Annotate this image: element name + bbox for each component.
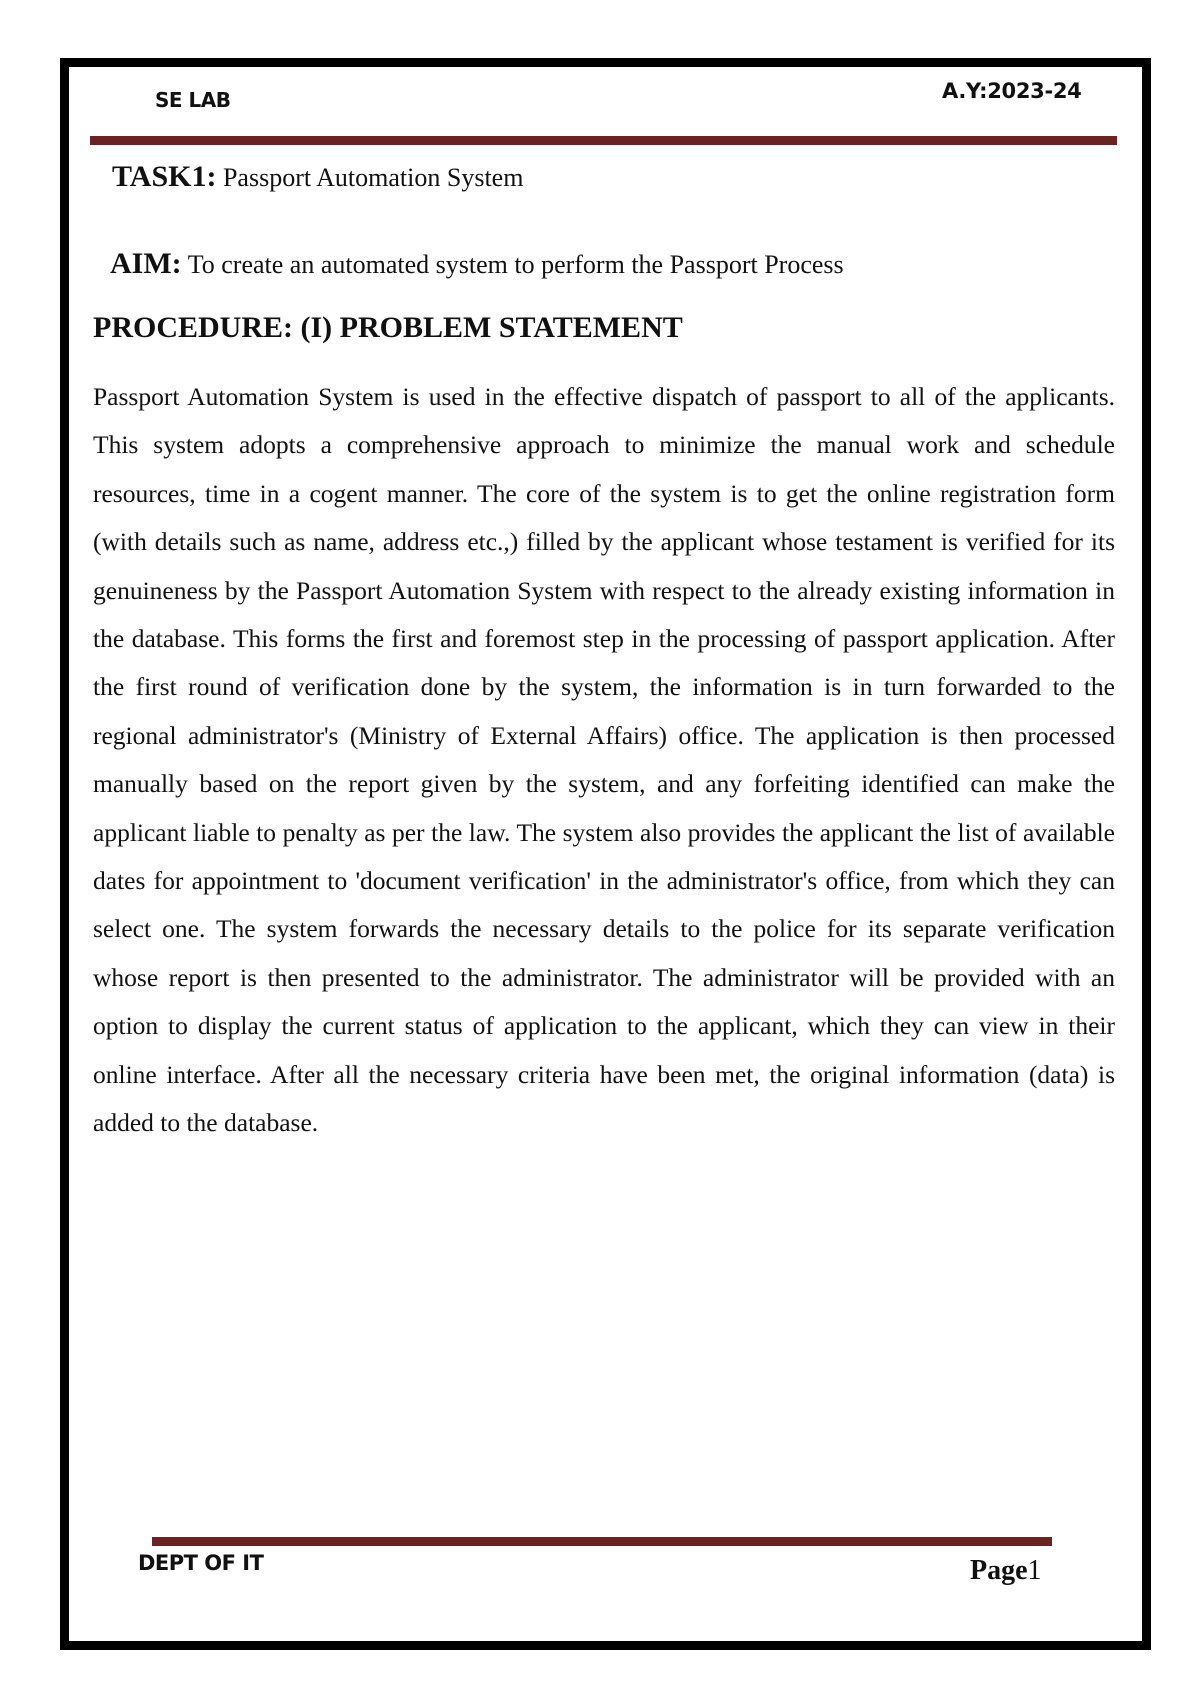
header-academic-year: A.Y:2023-24 bbox=[942, 79, 1082, 103]
task-label: TASK1: bbox=[112, 160, 217, 193]
task-text: Passport Automation System bbox=[222, 163, 524, 192]
footer-rule bbox=[152, 1537, 1052, 1546]
header-rule bbox=[90, 136, 1117, 145]
header-course: SE LAB bbox=[155, 88, 231, 112]
problem-statement-paragraph: Passport Automation System is used in the effective dispatch of passport to all of the applicants. This system adopts a comprehensive approach to minimize the manual work and schedule resources, time in a cogent manner. The core of the system is to get the online registration form (with details such as name, address etc.,) filled by the applicant whose testament is verified for its genuineness by the Passport Automation System with respect to the already existing information in the database. This forms the first and foremost step in the processing of passport application. After the first round of verification done by the system, the information is in turn forwarded to the regional administrator's (Ministry of External Affairs) office. The application is then processed manually based on the report given by the system, and any forfeiting identified can make the applicant liable to penalty as per the law. The system also provides the applicant the list of available dates for appointment to 'document verification' in the administrator's office, from which they can select one. The system forwards the necessary details to the police for its separate verification whose report is then presented to the administrator. The administrator will be provided with an option to display the current status of application to the applicant, which they can view in their online interface. After all the necessary criteria have been met, the original information (data) is added to the database. bbox=[93, 382, 1115, 1138]
footer-department: DEPT OF IT bbox=[138, 1551, 264, 1575]
aim-label: AIM: bbox=[110, 247, 182, 280]
procedure-title: PROCEDURE: (I) PROBLEM STATEMENT bbox=[93, 311, 683, 344]
page-number: 1 bbox=[1027, 1555, 1042, 1586]
aim-line bbox=[110, 247, 844, 281]
footer-page-number bbox=[970, 1555, 1042, 1587]
aim-text: To create an automated system to perform the Passport Process bbox=[187, 250, 844, 279]
task-line bbox=[112, 160, 523, 194]
page-label: Page bbox=[970, 1555, 1028, 1586]
